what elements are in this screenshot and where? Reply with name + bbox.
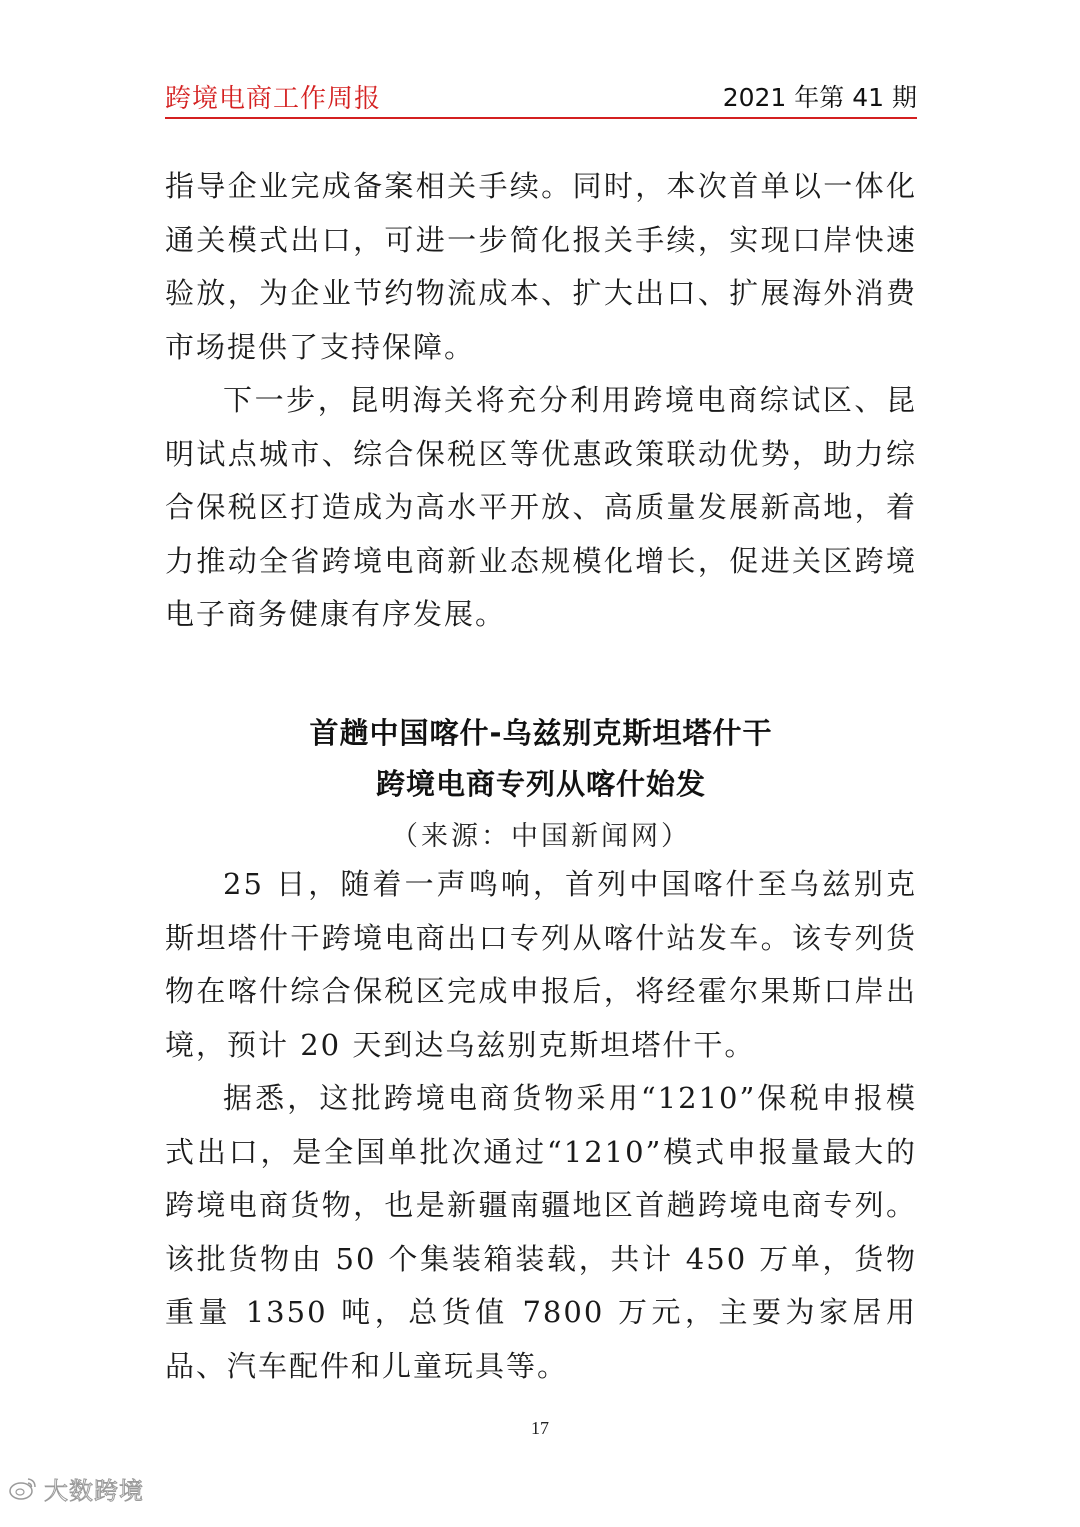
article-title-line-2: 跨境电商专列从喀什始发 (375, 767, 706, 801)
body-paragraph: 25 日，随着一声鸣响，首列中国喀什至乌兹别克斯坦塔什干跨境电商出口专列从喀什站发车。该专列货物在喀什综合保税区完成申报后，将经霍尔果斯口岸出境，预计 20 天到达乌兹别克斯坦塔什干。 (165, 867, 917, 1062)
page-header (165, 74, 917, 114)
page-number: 17 (531, 1418, 549, 1438)
body-paragraph: 据悉，这批跨境电商货物采用“1210”保税申报模式出口，是全国单批次通过“1210”模式申报量最大的跨境电商货物，也是新疆南疆地区首趟跨境电商专列。该批货物由 50 个集装箱装载，共计 450 万单，货物重量 1350 吨，总货值 7800 万元，主要为家居用品、汽车配件和儿童玩具等。 (165, 1081, 917, 1383)
body-paragraph: 指导企业完成备案相关手续。同时，本次首单以一体化通关模式出口，可进一步简化报关手续，实现口岸快速验放，为企业节约物流成本、扩大出口、扩展海外消费市场提供了支持保障。 (165, 169, 917, 364)
issue-number: 2021 年第 41 期 (722, 83, 917, 112)
body-paragraph: 下一步，昆明海关将充分利用跨境电商综试区、昆明试点城市、综合保税区等优惠政策联动优势，助力综合保税区打造成为高水平开放、高质量发展新高地，着力推动全省跨境电商新业态规模化增长，促进关区跨境电子商务健康有序发展。 (165, 383, 917, 631)
article-source: （来源：中国新闻网） (391, 821, 691, 852)
continued-section (165, 160, 917, 642)
weibo-logo-icon (8, 1475, 38, 1501)
publication-title: 跨境电商工作周报 (165, 84, 382, 114)
watermark-text: 大数跨境 (44, 1476, 144, 1505)
header-divider (165, 117, 917, 119)
article-body (165, 858, 917, 1393)
article-title-line-1: 首趟中国喀什-乌兹别克斯坦塔什干 (309, 716, 773, 750)
watermark (8, 1470, 144, 1506)
